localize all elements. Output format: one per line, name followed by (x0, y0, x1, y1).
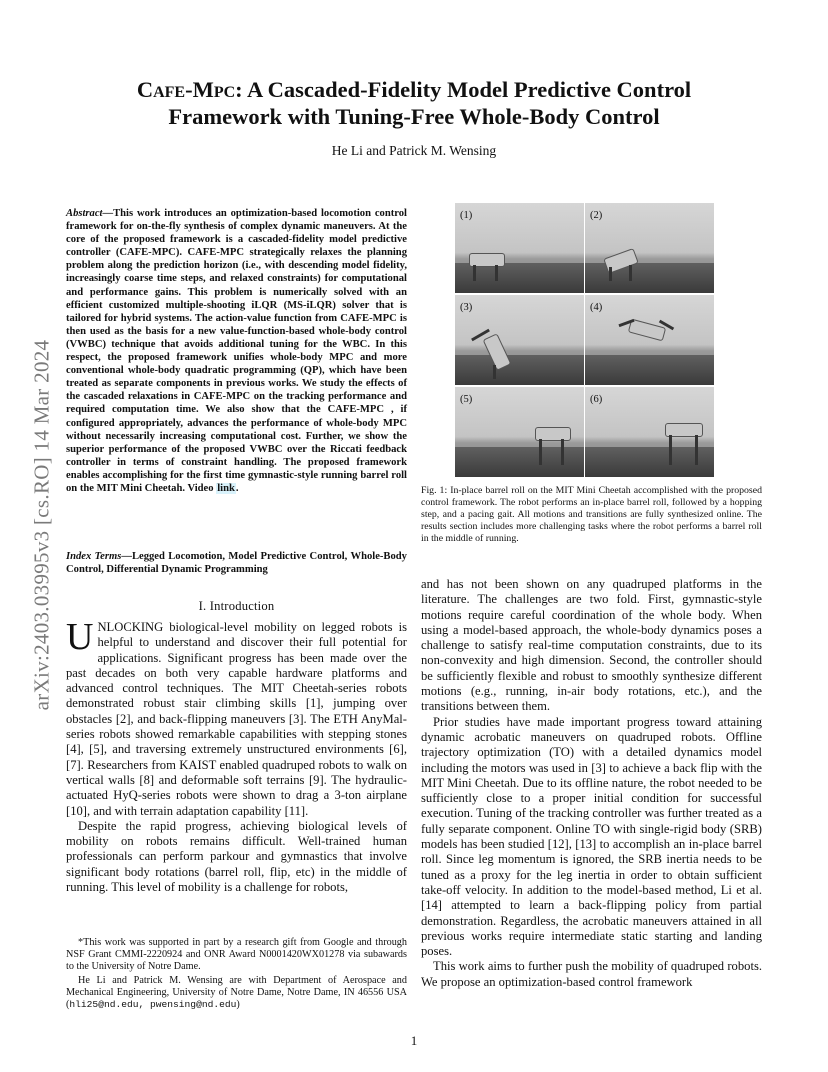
authors: He Li and Patrick M. Wensing (331, 143, 497, 158)
right-paragraph-1: and has not been shown on any quadruped platforms in the literature. The challenges are two fold. First, gymnastic-style motions require careful coordination of the whole body. When using a model-based approach, the whole-body dynamics poses a challenge to satisfy real-time computation constraints, due to its non-convexity and high dimension. Second, the controller should be sufficiently flexible and robust to smoothly synthesize different motions (e.g., running, in-air body rotations, etc.), and the transitions between them. (421, 577, 762, 714)
figure-caption: Fig. 1: In-place barrel roll on the MIT Mini Cheetah accomplished with the proposed control framework. The robot performs an in-place barrel roll, followed by a hopping step, and a pacing gait. All motions and transitions are fully synthesized online. The results section includes more challenging tasks where the robot performs a barrel roll in the middle of running. (421, 485, 762, 544)
author-emails: hli25@nd.edu, pwensing@nd.edu (69, 999, 237, 1011)
figure-panel-1 (455, 203, 584, 293)
video-link[interactable]: link (217, 482, 235, 494)
title-line-1 (80, 76, 748, 103)
figure-1 (455, 203, 714, 477)
intro-paragraph-2: Despite the rapid progress, achieving biological levels of mobility on robots remains difficult. Well-trained human professionals can perform parkour and gymnastics that involve significant body rotations (barrel roll, flip, etc) in the middle of running. This level of mobility is a challenge for robots, (66, 818, 407, 895)
right-paragraph-2: Prior studies have made important progress toward attaining dynamic acrobatic maneuvers on quadruped robots. Offline trajectory optimization (TO) with a detailed dynamics model including the motors was used in [3] to achieve a back flip with the MIT Mini Cheetah. Due to its offline nature, the robot needed to be sufficiently close to a proper initial condition for successful execution. Tuning of the tracking controller was further treated as a fully separate component. Online TO with single-rigid body (SRB) models has been studied [12], [13] to accomplish an in-place barrel roll. Since leg momentum is ignored, the SRB inertia needs to be tuned as a proxy for the leg inertia in order to obtain sufficient take-off velocity. In addition to the model-based method, Li et al. [14] attempted to learn a back-flipping policy from partial demonstration. Regardless, the acrobatic maneuvers attained in all previous works require intermediate static starting and landing poses. (421, 714, 762, 959)
arxiv-id-text: arXiv:2403.03995v3 [cs.RO] 14 Mar 2024 (29, 339, 54, 711)
section-heading-introduction: I. Introduction (198, 599, 275, 613)
panel-label-1: (1) (460, 210, 473, 221)
figure-panel-4 (585, 295, 714, 385)
footnote (66, 937, 407, 1012)
abstract-text: —This work introduces an optimization-based locomotion control framework for on-the-fly synthesis of complex dynamic maneuvers. At the core of the proposed framework is a cascaded-fidelity model predictive controller (CAFE-MPC). CAFE-MPC strategically relaxes the planning problem along the prediction horizon (i.e., with descending model fidelity, increasingly coarse time steps, and relaxed constraints) for computational and performance gains. This problem is numerically solved with an efficient customized multiple-shooting iLQR (MS-iLQR) solver that is tailored for hybrid systems. The action-value function from CAFE-MPC is then used as the basis for a new value-function-based whole-body control (VWBC) technique that avoids additional tuning for the WBC. In this respect, the proposed framework unifies whole-body MPC and more conventional whole-body quadratic programming (QP), which have been treated as separate components in previous works. We study the effects of the cascaded relaxations in CAFE-MPC on the tracking performance and required computation time. We also show that the CAFE-MPC , if configured appropriately, advances the performance of whole-body MPC without necessarily increasing computational cost. Further, we show the superior performance of the proposed VWBC over the Riccati feedback controller in terms of constraint handling. The proposed framework enables accomplishing for the first time gymnastic-style running barrel roll on the MIT Mini Cheetah. Video (66, 208, 407, 494)
panel-label-4: (4) (590, 302, 603, 313)
right-paragraph-3: This work aims to further push the mobility of quadruped robots. We propose an optimization-based control framework (421, 959, 762, 989)
affiliation-text: He Li and Patrick M. Wensing are with Department of Aerospace and Mechanical Engineering, University of Notre Dame, Notre Dame, IN 46556 USA ( (66, 974, 407, 1011)
footnote-funding: *This work was supported in part by a research gift from Google and through NSF Grant CMMI-2220924 and ONR Award N0001420WX01278 via subawards to the University of Notre Dame. (66, 937, 407, 973)
affiliation-end: ) (236, 999, 240, 1011)
title-rest: : A Cascaded-Fidelity Model Predictive Control (235, 77, 692, 102)
figure-panel-2 (585, 203, 714, 293)
page-number: 1 (410, 1033, 418, 1048)
figure-panel-6 (585, 387, 714, 477)
paper-title (80, 76, 748, 130)
right-column-body (421, 577, 762, 990)
title-mpc: Mpc (192, 77, 236, 102)
index-terms-label: Index Terms (66, 551, 122, 562)
dropcap: U (66, 616, 94, 658)
title-dash: - (185, 77, 193, 102)
title-line-2: Framework with Tuning-Free Whole-Body Control (168, 104, 660, 129)
introduction-body (66, 616, 407, 895)
intro-paragraph-1 (66, 616, 407, 819)
figure-panel-5 (455, 387, 584, 477)
figure-panel-3 (455, 295, 584, 385)
panel-label-6: (6) (590, 394, 603, 405)
abstract-label: Abstract (66, 208, 103, 219)
panel-label-3: (3) (460, 302, 473, 313)
abstract (66, 207, 407, 495)
footnote-affiliation (66, 975, 407, 1012)
index-terms-text: —Legged Locomotion, Model Predictive Control, Whole-Body Control, Differential Dynamic Programming (66, 551, 407, 576)
intro-p1-text: NLOCKING biological-level mobility on legged robots is helpful to understand and discover their full potential for applications. Significant progress has been made over the past decades on both very capable hardware platforms and advanced control techniques. The MIT Cheetah-series robots demonstrated robust stair climbing skills [1], jumping over obstacles [2], and back-flipping maneuvers [3]. The ETH AnyMal-series robots showed remarkable capabilities with stepping stones [4], [5], and traversing extremely unstructured environments [6], [7]. Researchers from KAIST enabled quadruped robots to walk on vertical walls [8] and deformable soft terrains [9]. The hydraulic-actuated HyQ-series robots were shown to drag a 3-ton airplane [10], and with terrain adaptation capability [11]. (66, 620, 407, 818)
panel-label-5: (5) (460, 394, 473, 405)
abstract-end: . (235, 482, 239, 494)
arxiv-identifier (22, 290, 62, 760)
index-terms (66, 550, 407, 576)
panel-label-2: (2) (590, 210, 603, 221)
title-cafe: Cafe (136, 77, 186, 102)
